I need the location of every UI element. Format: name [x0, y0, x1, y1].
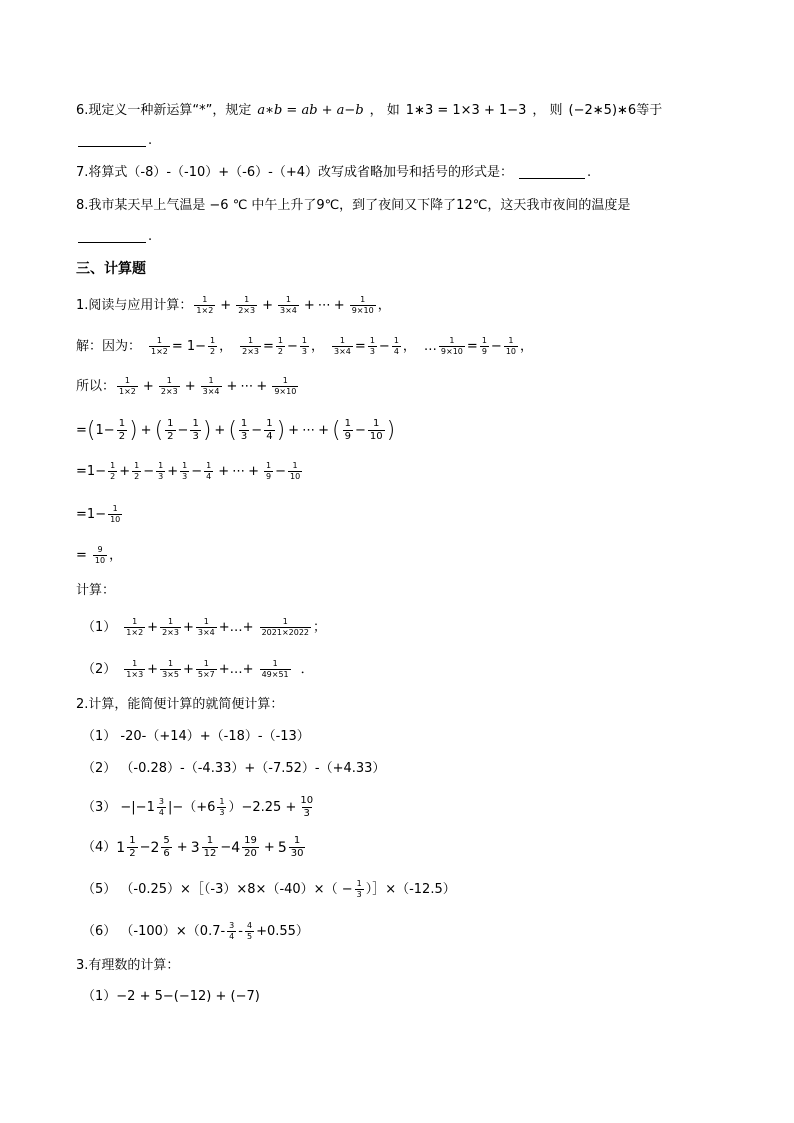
problem-2-item-1 [82, 730, 310, 743]
frac-1-2x3: $\frac{1}{2\times 3}$ [160, 376, 178, 396]
p3-item-1: （1）−2 + 5−(−12) + (−7) [82, 989, 260, 1004]
problem-2-item-5 [82, 880, 456, 899]
frac-1-2: 1 2 [167, 418, 174, 442]
frac-1-3x4: $\frac{1}{3\times 4}$ [202, 376, 220, 396]
frac-1-3: 1 3 [219, 797, 225, 817]
plus-sign: + [140, 423, 152, 438]
frac-1-2x3: $\frac{1}{2\times 3}$ [162, 617, 179, 637]
frac-1-1x2: 1 1×2 [196, 295, 214, 315]
sub-2-label: （2） [82, 662, 117, 677]
frac-1-2: $\frac{1}{2}$ [134, 461, 140, 481]
step-2 [76, 462, 304, 481]
question-7 [76, 166, 591, 179]
one: 1 [95, 423, 104, 438]
comma: ， [402, 339, 416, 354]
sub-1-label: （1） [82, 620, 117, 635]
equals-sign: = [76, 507, 87, 522]
comma: ， [377, 298, 391, 313]
frac-1-1x2: 1 1×2 [126, 617, 144, 637]
frac-3-4: 3 4 [158, 797, 164, 817]
equals-sign: = [76, 548, 87, 563]
p2-item-2: （2） （-0.28）-（-4.33）+（-7.52）-（+4.33） [82, 761, 386, 776]
plus-sign: + [218, 662, 230, 677]
q6-text-a: 6.现定义一种新运算“*”，规定 [76, 103, 252, 118]
plus-sign: + [142, 379, 154, 394]
frac-9-10: $\frac{9}{10}$ [94, 545, 106, 565]
p1-calc-label: 计算： [76, 583, 116, 598]
minus-sign: − [103, 423, 115, 438]
q8-end: . [148, 229, 153, 244]
frac-1-3x4: $\frac{1}{3\times 4}$ [280, 295, 297, 315]
plus-sign: + [242, 662, 254, 677]
frac-1-3x5: $\frac{1}{3\times 5}$ [162, 659, 179, 679]
one: 1 [186, 339, 196, 354]
q8-text-a: 8.我市某天早上气温是 [76, 198, 206, 213]
p2-item-6-b: - [238, 924, 243, 939]
frac-1-2x3: $\frac{1}{2\times 3}$ [242, 336, 259, 356]
ellipsis: ⋯ [240, 379, 254, 394]
frac-1-9: 1 9 [344, 418, 351, 442]
p1-sol-label: 解：因为： [76, 339, 142, 354]
problem-3-intro [76, 959, 179, 972]
q6-example: 1∗3 = 1×3 + 1−3 [405, 103, 527, 118]
comma: ， [219, 339, 233, 354]
frac-4-5: 4 5 [246, 921, 253, 941]
section-3-heading [76, 262, 146, 276]
q8-text-b: 中午上升了9℃，到了夜间又下降了12℃，这天我市夜间的温度是 [251, 198, 631, 213]
ellipsis: … [229, 620, 243, 635]
p3-intro: 3.有理数的计算： [76, 958, 180, 973]
ellipsis: … [423, 339, 437, 354]
section-3-title: 三、计算题 [76, 261, 146, 277]
comma: ， [311, 339, 325, 354]
plus-sign: + [220, 298, 232, 313]
plus-sign: + [288, 423, 300, 438]
frac-19-20: 19 20 [244, 835, 257, 859]
frac-1-9: $\frac{1}{9}$ [266, 461, 272, 481]
frac-1-2: $\frac{1}{2}$ [118, 418, 126, 442]
q6-end: . [148, 133, 153, 148]
frac-5-6: 5 6 [163, 835, 170, 859]
problem-2-intro [76, 698, 283, 711]
plus-sign: + [119, 464, 131, 479]
problem-1-sub-2 [82, 660, 314, 679]
plus-sign: + [256, 379, 268, 394]
question-6-answer-line [76, 134, 152, 147]
minus-sign: − [95, 464, 107, 479]
frac-1-3: $\frac{1}{3}$ [301, 336, 307, 356]
one: 1 [86, 507, 96, 522]
step-1: = ( 1 − $\frac{1}{2}$ ) + ( 1 2 − $\frac{1}{3}$ ) + ( 1 3 − $\frac{1}{4}$ ) + ⋯ + ( 1 9 − $\frac{1}{10}$ ) [76, 417, 396, 443]
minus-sign: − [195, 339, 206, 354]
step-3 [76, 505, 124, 524]
frac-1-4: $\frac{1}{4}$ [266, 418, 273, 442]
frac-1-2021x2022: $\frac{1}{2021\times 2022}$ [261, 617, 309, 637]
step-4 [76, 546, 122, 565]
q6-text-b: ， 如 [369, 103, 400, 118]
frac-1-9x10: $\frac{1}{9\times 10}$ [274, 376, 297, 396]
p2-item-1: （1） -20-（+14）+（-18）-（-13） [82, 729, 310, 744]
minus-sign: − [177, 423, 189, 438]
frac-1-10: $\frac{1}{10}$ [110, 504, 121, 524]
q7-end: . [587, 165, 592, 180]
frac-1-5x7: $\frac{1}{5\times 7}$ [197, 659, 215, 679]
plus-sign: + [318, 423, 329, 438]
problem-2-item-2 [82, 762, 385, 775]
minus-sign: − [191, 464, 203, 479]
frac-3-4: 3 4 [229, 921, 235, 941]
q8-temp: −6 ℃ [209, 198, 248, 213]
question-6 [76, 104, 662, 117]
minus-sign: − [143, 464, 155, 479]
minus-sign: − [378, 339, 390, 354]
plus-sign: + [214, 423, 226, 438]
plus-sign: + [147, 620, 159, 635]
frac-1-4: $\frac{1}{4}$ [206, 461, 212, 481]
plus-sign: + [333, 298, 345, 313]
frac-1-3x4: $\frac{1}{3\times 4}$ [197, 617, 215, 637]
problem-2-item-6 [82, 922, 309, 941]
problem-1-solution: 解：因为： $\frac{1}{1\times 2}$ = 1 − $\frac{1}{2}$ ， $\frac{1}{2\times 3}$ = $\frac{1}{2}$ − $\frac{1}{3}$ ， $\frac{1}{3\times 4}$ = $\frac{1}{3}$ − $\frac{1}{4}$ ， … $\frac{1}{9\times 10}$ = $\frac{1}{9}$ − $\frac{1}{10}$ ， [76, 336, 534, 356]
frac-1-3: $\frac{1}{3}$ [356, 879, 362, 899]
ellipsis: … [229, 662, 243, 677]
question-8 [76, 199, 630, 212]
q6-formula: a∗b = ab + a−b [257, 103, 364, 118]
frac-1-49x51: $\frac{1}{49\times 51}$ [261, 659, 289, 679]
question-8-answer-line [76, 230, 152, 243]
plus-sign: + [226, 379, 238, 394]
frac-1-2: $\frac{1}{2}$ [110, 461, 116, 481]
frac-1-2: $\frac{1}{2}$ [277, 336, 283, 356]
plus-sign: + [248, 464, 259, 479]
ellipsis: ⋯ [302, 423, 316, 438]
plus-sign: + [242, 620, 254, 635]
p2-item-4-a: （4） [82, 840, 117, 855]
minus-sign: − [490, 339, 502, 354]
minus-sign: − [251, 423, 263, 438]
frac-1-1x2: $\frac{1}{1\times 2}$ [151, 336, 168, 356]
frac-1-10: $\frac{1}{10}$ [505, 336, 516, 356]
minus-sign: − [354, 423, 366, 438]
p2-item-3-c: ）−2.25 + [228, 800, 297, 815]
p1-intro: 1.阅读与应用计算： [76, 298, 193, 313]
frac-10-3: $\frac{10}{3}$ [300, 795, 314, 819]
frac-1-1x3: 1 1×3 [126, 659, 144, 679]
p2-item-3-b: |−（+6 [167, 800, 216, 815]
plus-sign: + [218, 464, 230, 479]
p2-item-6-c: +0.55） [256, 924, 309, 939]
plus-sign: + [182, 662, 194, 677]
p2-item-6-a: （6） （-100）×（0.7- [82, 924, 226, 939]
frac-1-1x2: 1 1×2 [119, 376, 136, 396]
q6-expr: (−2∗5)∗6 [568, 103, 637, 118]
plus-sign: + [147, 662, 159, 677]
frac-1-3: $\frac{1}{3}$ [182, 461, 188, 481]
frac-1-10: $\frac{1}{10}$ [290, 461, 301, 481]
q6-answer-blank[interactable] [78, 134, 146, 147]
period: ． [300, 662, 314, 677]
p2-item-3-a: （3） −|−1 [82, 800, 155, 815]
calc-label-line [76, 584, 115, 597]
frac-1-2: $\frac{1}{2}$ [210, 336, 216, 356]
minus-sign: − [275, 464, 286, 479]
problem-1-so [76, 377, 300, 396]
p2-item-5-a: （5） （-0.25）×［（-3）×8×（-40）×（ − [82, 882, 353, 897]
frac-1-12: 1 12 [203, 835, 217, 859]
frac-1-3: $\frac{1}{3}$ [158, 461, 164, 481]
ellipsis: ⋯ [232, 464, 246, 479]
p2-intro: 2.计算，能简便计算的就简便计算： [76, 697, 284, 712]
problem-1-sub-1 [82, 618, 326, 637]
plus-sign: + [184, 379, 196, 394]
q6-text-c: ， 则 [532, 103, 563, 118]
frac-1-2x3: $\frac{1}{2\times 3}$ [238, 295, 256, 315]
plus-sign: + [182, 620, 194, 635]
frac-1-9x10: $\frac{1}{9\times 10}$ [440, 336, 463, 356]
problem-2-item-3 [82, 796, 317, 819]
equals-sign: = [76, 423, 87, 438]
q7-text: 7.将算式（-8）-（-10）+（-6）-（+4）改写成省略加号和括号的形式是： [76, 165, 513, 180]
frac-1-4: $\frac{1}{4}$ [393, 336, 399, 356]
semicolon: ； [313, 620, 327, 635]
minus-sign: − [95, 507, 107, 522]
problem-3-item-1 [82, 990, 260, 1003]
p2-item-5-b: ）］×（-12.5） [365, 882, 456, 897]
minus-sign: − [287, 339, 298, 354]
q7-answer-blank[interactable] [519, 166, 585, 179]
frac-1-10: $\frac{1}{10}$ [369, 418, 383, 442]
problem-1-intro [76, 296, 391, 315]
frac-1-3: $\frac{1}{3}$ [192, 418, 199, 442]
plus-sign: + [218, 620, 230, 635]
one: 1 [86, 464, 96, 479]
frac-1-3: 1 3 [240, 418, 248, 442]
comma: ， [109, 548, 123, 563]
plus-sign: + [262, 298, 273, 313]
frac-1-9x10: $\frac{1}{9\times 10}$ [351, 295, 374, 315]
frac-1-9: $\frac{1}{9}$ [481, 336, 487, 356]
equals-sign: = [76, 464, 87, 479]
p1-so-label: 所以： [76, 379, 116, 394]
q6-text-d: 等于 [636, 103, 663, 118]
frac-1-3: $\frac{1}{3}$ [369, 336, 375, 356]
frac-1-2: 1 2 [129, 835, 136, 859]
plus-sign: + [303, 298, 315, 313]
q8-answer-blank[interactable] [78, 230, 146, 243]
frac-1-30: 1 30 [290, 835, 304, 859]
frac-1-3x4: $\frac{1}{3\times 4}$ [334, 336, 351, 356]
comma: ， [520, 339, 534, 354]
problem-2-item-4: （4） 1 1 2 − 2 5 6 + 3 1 12 − 4 19 20 + 5 1 30 [82, 835, 304, 859]
ellipsis: ⋯ [317, 298, 331, 313]
plus-sign: + [167, 464, 179, 479]
